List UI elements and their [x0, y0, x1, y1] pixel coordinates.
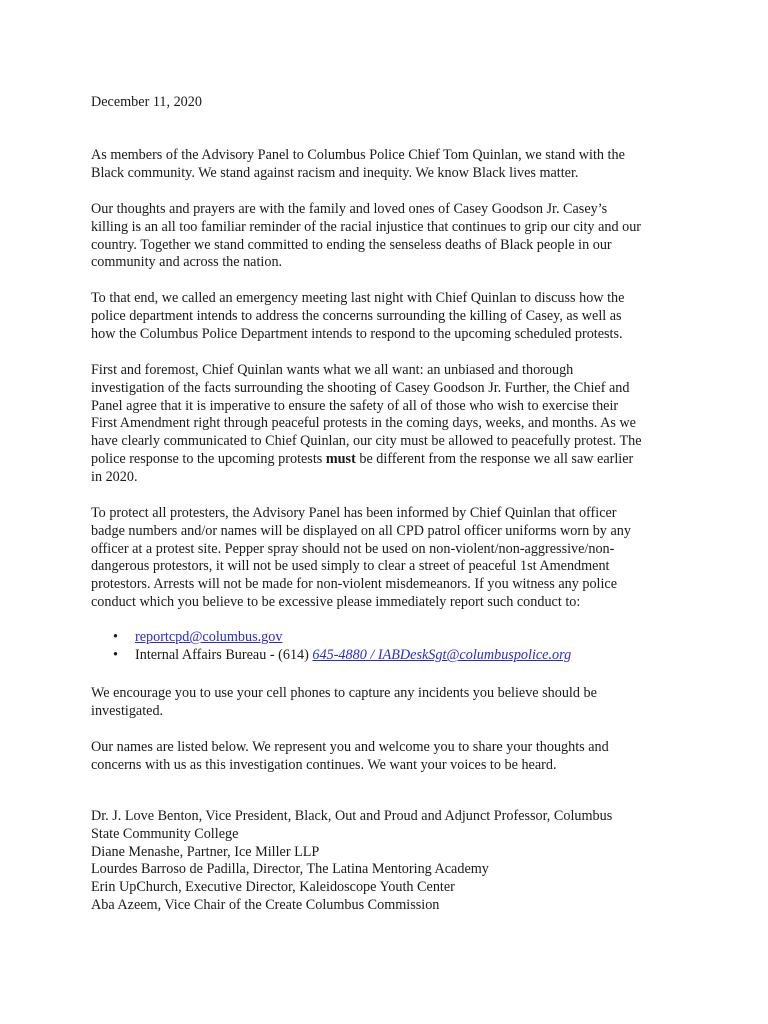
- paragraph-investigation: [91, 362, 691, 487]
- bullet-icon: •: [113, 647, 118, 663]
- paragraph-meeting: [91, 290, 691, 343]
- text-line: To that end, we called an emergency meeting last night with Chief Quinlan to discuss how the: [91, 290, 625, 306]
- text-line: community and across the nation.: [91, 254, 283, 271]
- signatory-line: Dr. J. Love Benton, Vice President, Black, Out and Proud and Adjunct Professor, Columbus: [91, 808, 613, 824]
- text-run: police response to the upcoming protests: [91, 450, 326, 467]
- text-line: As members of the Advisory Panel to Columbus Police Chief Tom Quinlan, we stand with the: [91, 147, 625, 163]
- text-line: how the Columbus Police Department intends to respond to the upcoming scheduled protests.: [91, 325, 623, 342]
- text-line: concerns with us as this investigation continues. We want your voices to be heard.: [91, 756, 557, 773]
- text-run: be different from the response we all saw earlier: [355, 450, 634, 467]
- signatory-line: Diane Menashe, Partner, Ice Miller LLP: [91, 843, 320, 860]
- text-line: have clearly communicated to Chief Quinlan, our city must be allowed to peacefully protest. The: [91, 433, 642, 450]
- signatory-line: Lourdes Barroso de Padilla, Director, The Latina Mentoring Academy: [91, 861, 489, 878]
- text-line: First and foremost, Chief Quinlan wants what we all want: an unbiased and thorough: [91, 362, 574, 378]
- signatory-line: State Community College: [91, 825, 239, 842]
- signatory-line: Erin UpChurch, Executive Director, Kaleidoscope Youth Center: [91, 879, 455, 896]
- text-line: Our names are listed below. We represent you and welcome you to share your thoughts and: [91, 739, 609, 755]
- text-line: protestors. Arrests will not be made for non-violent misdemeanors. If you witness any police: [91, 576, 618, 593]
- iab-label: Internal Affairs Bureau - (614): [135, 647, 313, 663]
- text-line: police department intends to address the concerns surrounding the killing of Casey, as well as: [91, 307, 622, 324]
- iab-contact-link[interactable]: 645-4880 / IABDeskSgt@columbuspolice.org: [312, 647, 572, 663]
- text-line: To protect all protesters, the Advisory Panel has been informed by Chief Quinlan that officer: [91, 505, 617, 521]
- signatory-list: [91, 808, 691, 915]
- letter-date: December 11, 2020: [91, 94, 202, 110]
- text-line: badge numbers and/or names will be displayed on all CPD patrol officer uniforms worn by any: [91, 522, 631, 539]
- text-line: investigation of the facts surrounding the shooting of Casey Goodson Jr. Further, the Chief and: [91, 379, 630, 396]
- text-line: investigated.: [91, 702, 164, 719]
- email-link-reportcpd[interactable]: reportcpd@columbus.gov: [135, 629, 283, 645]
- text-line: We encourage you to use your cell phones to capture any incidents you believe should be: [91, 685, 597, 701]
- text-line: conduct which you believe to be excessive please immediately report such conduct to:: [91, 593, 581, 610]
- paragraph-cell-phones: [91, 685, 691, 721]
- text-line: in 2020.: [91, 468, 138, 485]
- text-line: Black community. We stand against racism and inequity. We know Black lives matter.: [91, 164, 579, 181]
- paragraph-solidarity: [91, 147, 691, 183]
- list-item: [91, 647, 691, 665]
- list-item: [91, 629, 691, 647]
- text-line: Our thoughts and prayers are with the family and loved ones of Casey Goodson Jr. Casey’s: [91, 201, 608, 217]
- signatory-line: Aba Azeem, Vice Chair of the Create Columbus Commission: [91, 896, 440, 913]
- emphasis-must: must: [325, 450, 356, 467]
- paragraph-protection: [91, 505, 691, 612]
- paragraph-thoughts: [91, 201, 691, 272]
- text-line: Panel agree that it is imperative to ensure the safety of all of those who wish to exercise their: [91, 397, 619, 414]
- bullet-icon: •: [113, 629, 118, 645]
- text-line: First Amendment right through peaceful protests in the coming days, weeks, and months. As we: [91, 415, 636, 432]
- text-line: killing is an all too familiar reminder of the racial injustice that continues to grip our city and our: [91, 218, 642, 235]
- text-line: [91, 451, 691, 469]
- text-line: country. Together we stand committed to ending the senseless deaths of Black people in our: [91, 236, 612, 253]
- text-line: dangerous protestors, it will not be used simply to clear a street of peaceful 1st Amendment: [91, 558, 610, 575]
- text-line: officer at a protest site. Pepper spray should not be used on non-violent/non-aggressive/non-: [91, 540, 615, 557]
- paragraph-names: [91, 739, 691, 775]
- contact-list: [91, 629, 691, 665]
